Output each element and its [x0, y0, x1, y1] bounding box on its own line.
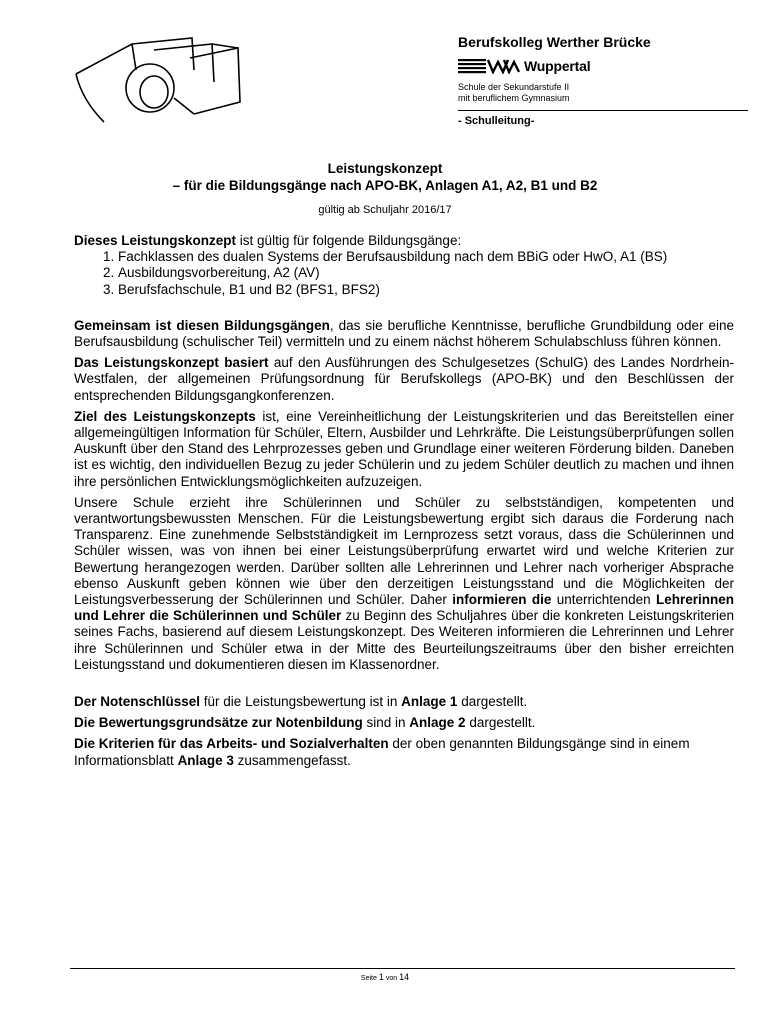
school-subtitle-line1: Schule der Sekundarstufe II — [458, 82, 570, 92]
annex-2-bold: Die Bewertungsgrundsätze zur Notenbildung — [74, 715, 363, 731]
intro-bold: Dieses Leistungskonzept — [74, 233, 237, 248]
city-logo — [458, 56, 758, 76]
annex-1-bold: Der Notenschlüssel — [74, 694, 201, 710]
city-logo-text: Wuppertal — [524, 58, 591, 74]
list-item: 2. Ausbildungsvorbereitung, A2 (AV) — [118, 265, 734, 281]
title-line1: Leistungskonzept — [327, 161, 443, 176]
wuppertal-emblem-icon — [458, 58, 520, 74]
document-body — [74, 233, 734, 769]
valid-from: gültig ab Schuljahr 2016/17 — [318, 204, 452, 216]
p4-part1: Unsere Schule erzieht ihre Schülerinnen und Schüler zu selbstständigen, kompetenten und verantwortungsbewussten Menschen. Für die Leistungsbewertung ergibt sich daraus die Forderung nach Transparenz. Eine zunehmende Selbstständigkeit im Lernprozess setzt voraus, dass die Schülerinnen und Schüler wissen, was von ihnen bei einer Leistungsüberprüfung erwartet wird und welche Kriterien zur Bewertung herangezogen werden. Darüber sollten alle Lehrerinnen und Lehrer nach vorheriger Absprache ebenso Auskunft geben können wie über den derzeitigen Leistungsstand und die Möglichkeiten der Leistungsverbesserung der Schülerinnen und Schüler. Daher — [74, 494, 734, 608]
intro-paragraph — [74, 233, 734, 249]
annex-1-ref: Anlage 1 — [401, 694, 458, 710]
page-footer — [0, 972, 770, 982]
annex-2 — [74, 715, 734, 731]
program-list — [74, 249, 734, 298]
annex-1-text: für die Leistungsbewertung ist in — [200, 694, 402, 710]
annex-3-ref: Anlage 3 — [177, 752, 234, 768]
title-line2: – für die Bildungsgänge nach APO-BK, Anlagen A1, A2, B1 und B2 — [172, 178, 598, 193]
school-subtitle-line2: mit beruflichem Gymnasium — [458, 93, 570, 103]
annex-2-ref: Anlage 2 — [409, 715, 466, 731]
p3-rest: ist, eine Vereinheitlichung der Leistungskriterien und das Bereitstellen einer allgemeingültigen Information für Schüler, Eltern, Ausbilder und Lehrkräfte. Die Leistungsüberprüfungen sollen Auskunft über den Stand des Lehrprozesses geben und Grundlage einer weiteren Förderung bilden. Daneben ist es wichtig, den individuellen Bezug zu jeder Schülerin und zu jedem Schüler deutlich zu machen und ihnen ihre persönlichen Entwicklungsmöglichkeiten aufzuzeigen. — [74, 408, 734, 489]
paragraph-goal — [74, 409, 734, 490]
p4-bold2: Lehrerinnen und Lehrer die Schülerinnen und Schüler — [74, 592, 734, 624]
school-logo-icon — [62, 30, 252, 130]
p4-part3: zu Beginn des Schuljahres über die konkreten Leistungskriterien seines Fachs, basierend auf diesem Leistungskonzept. Des Weiteren informieren die Lehrerinnen und Lehrer ihre Schülerinnen und Schüler etwa in der Mitte des Beurteilungszeitraums über den bisher erreichten Leistungsstand und dokumentieren diesen im Klassenordner. — [74, 608, 734, 672]
p3-bold: Ziel des Leistungskonzepts — [74, 408, 256, 424]
school-subtitle — [458, 82, 758, 104]
footer-total-pages: 14 — [399, 972, 410, 982]
paragraph-transparency — [74, 495, 734, 673]
p2-bold: Das Leistungskonzept basiert — [74, 355, 269, 371]
p1-rest: , das sie berufliche Kenntnisse, berufliche Grundbildung oder eine Berufsausbildung (schulischer Teil) vermitteln und zu einem nächst höherem Schulabschluss führen können. — [74, 317, 734, 350]
annex-3 — [74, 736, 734, 768]
footer-seite: Seite — [360, 975, 377, 982]
annex-1 — [74, 694, 734, 710]
annex-3-end: zusammengefasst. — [233, 752, 351, 768]
p2-rest: auf den Ausführungen des Schulgesetzes (SchulG) des Landes Nordrhein-Westfalen, der allgemeinen Prüfungsordnung für Berufskollegs (APO-BK) und den Beschlüssen der entsprechenden Bildungsgangkonferenzen. — [74, 355, 735, 403]
list-item: 1. Fachklassen des dualen Systems der Berufsausbildung nach dem BBiG oder HwO, A1 (BS) — [118, 249, 734, 265]
annex-3-text: der oben genannten Bildungsgänge sind in einem Informationsblatt — [74, 736, 690, 768]
annex-2-end: dargestellt. — [465, 715, 536, 731]
school-name: Berufskolleg Werther Brücke — [458, 34, 651, 50]
p1-bold: Gemeinsam ist diesen Bildungsgängen — [74, 317, 330, 333]
list-item: 3. Berufsfachschule, B1 und B2 (BFS1, BFS2) — [118, 282, 734, 298]
school-header — [458, 34, 758, 127]
p4-part2: unterrichtenden — [551, 592, 656, 608]
department-label: - Schulleitung- — [458, 115, 535, 127]
header-divider — [458, 110, 748, 111]
annex-3-bold: Die Kriterien für das Arbeits- und Sozialverhalten — [74, 736, 389, 752]
footer-page-number: 1 — [378, 972, 384, 982]
footer-divider — [70, 968, 735, 969]
intro-rest: ist gültig für folgende Bildungsgänge: — [236, 233, 462, 248]
paragraph-common — [74, 318, 734, 350]
document-title — [0, 160, 770, 216]
footer-von: von — [385, 975, 398, 982]
p4-bold1: informieren die — [452, 592, 552, 608]
annex-2-text: sind in — [362, 715, 410, 731]
paragraph-basis — [74, 355, 734, 404]
annex-1-end: dargestellt. — [457, 694, 528, 710]
